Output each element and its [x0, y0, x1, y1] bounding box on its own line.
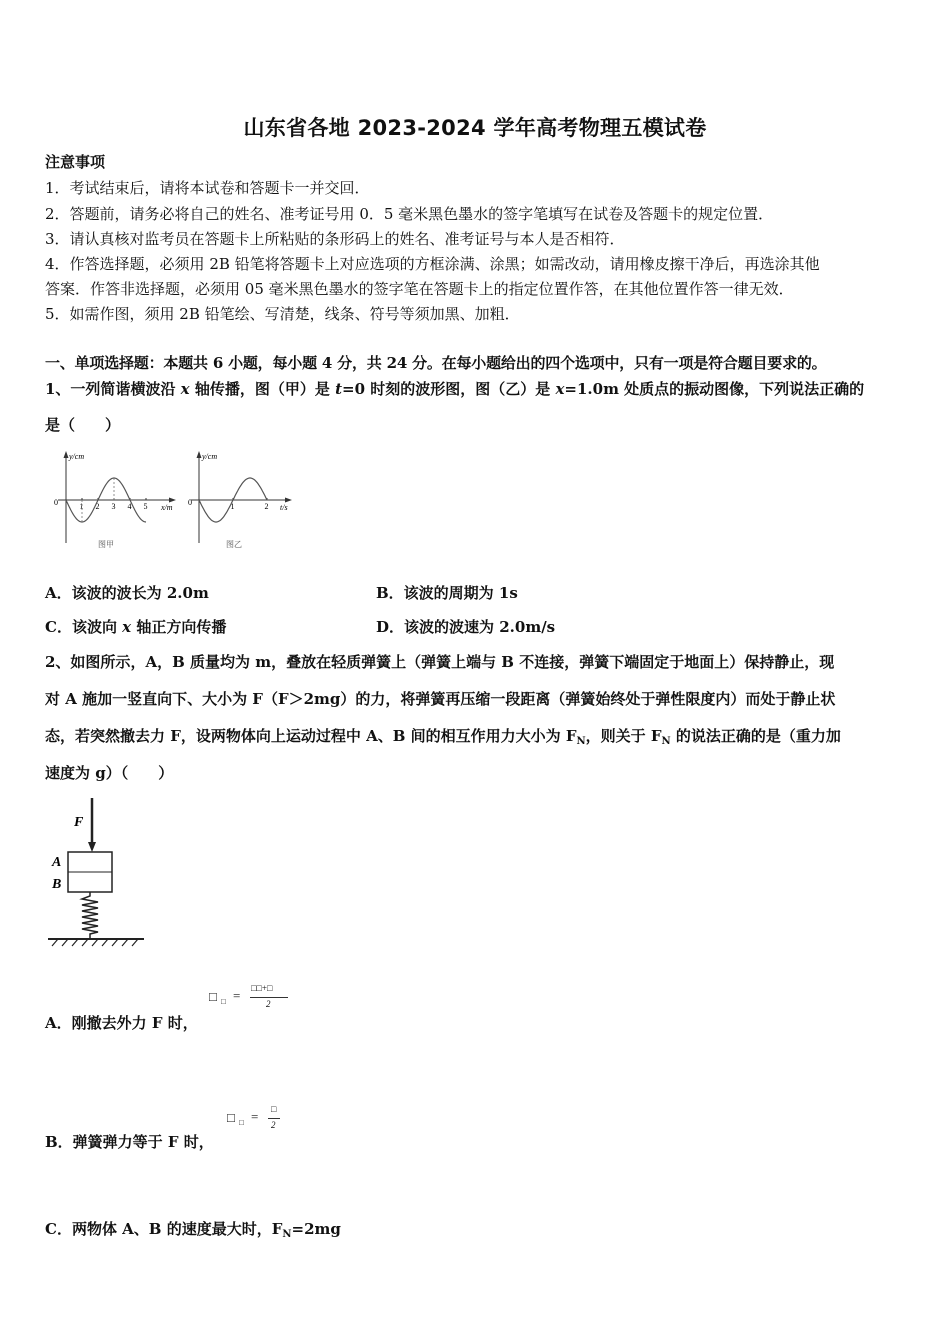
ground-hatch [52, 939, 138, 946]
jia-x-label: x/m [161, 503, 173, 512]
q1-option-a[interactable]: A．该波的波长为 2.0m [45, 584, 209, 602]
note-item-3: 3．请认真核对监考员在答题卡上所粘贴的条形码上的姓名、准考证号与本人是否相符． [45, 230, 625, 248]
section-heading: 一、单项选择题：本题共 6 小题，每小题 4 分，共 24 分。在每小题给出的四个选项中，只有一项是符合题目要求的。 [45, 354, 827, 372]
yi-y-label: y/cm [202, 452, 218, 461]
yi-tick-label: 2 [264, 502, 269, 511]
q2-stem-line3: 态，若突然撤去力 F，设两物体向上运动过程中 A、B 间的相互作用力大小为 $F_N$，则关于 $F_N$ 的说法正确的是（重力加 [45, 727, 841, 747]
jia-tick-label: 2 [95, 502, 100, 511]
jia-tick-label: 4 [127, 502, 132, 511]
yi-caption: 图乙 [226, 540, 242, 549]
yi-origin: 0 [188, 498, 192, 507]
q1-figure-jia [50, 447, 185, 555]
note-item-1: 1．考试结束后，请将本试卷和答题卡一并交回． [45, 179, 370, 197]
block-b-label: B [52, 877, 62, 892]
page-title: 山东省各地 2023-2024 学年高考物理五模试卷 [243, 116, 707, 140]
q1-stem-line1: 1、一列简谐横波沿 x 轴传播，图（甲）是 t=0 时刻的波形图，图（乙）是 x=1.0m 处质点的振动图像，下列说法正确的 [45, 380, 865, 398]
note-item-5: 5．如需作图，须用 2B 铅笔绘、写清楚，线条、符号等须加黑、加粗． [45, 305, 520, 323]
block-a-label: A [52, 855, 62, 870]
yi-tick-label: 1 [230, 502, 235, 511]
q2-stem-line4: 速度为 g）（ ） [45, 764, 174, 782]
notes-heading: 注意事项 [45, 153, 106, 171]
jia-y-label: y/cm [69, 452, 85, 461]
q2-stem-line2: 对 A 施加一竖直向下、大小为 F（F＞2mg）的力，将弹簧再压缩一段距离（弹簧始终处于弹性限度内）而处于静止状 [45, 690, 836, 708]
q1-stem-line2: 是（ ） [45, 416, 121, 434]
q1-figure-yi [186, 447, 296, 555]
spring [82, 892, 98, 938]
q1-option-d[interactable]: D．该波的波速为 2.0m/s [376, 618, 556, 636]
jia-origin: 0 [54, 498, 58, 507]
note-item-4-cont: 答案．作答非选择题，必须用 05 毫米黑色墨水的签字笔在答题卡上的指定位置作答，在其他位置作答一律无效． [45, 280, 794, 298]
force-label: F [74, 815, 84, 830]
q2-option-a-formula: □ □ = □□+□ 2 [209, 983, 299, 1017]
jia-tick-label: 5 [143, 502, 148, 511]
jia-tick-label: 1 [79, 502, 84, 511]
q2-option-c[interactable]: C．两物体 A、B 的速度最大时，$F_N=2mg$ [45, 1220, 341, 1240]
note-item-2: 2．答题前，请务必将自己的姓名、准考证号用 0．5 毫米黑色墨水的签字笔填写在试卷及答题卡的规定位置． [45, 205, 774, 223]
jia-tick-label: 3 [111, 502, 116, 511]
q2-option-b-formula: □ □ = □ 2 [227, 1104, 287, 1138]
q2-figure-spring [46, 796, 150, 952]
q2-option-a[interactable]: A．刚撤去外力 F 时， [45, 1014, 198, 1032]
q1-option-b[interactable]: B．该波的周期为 1s [376, 584, 518, 602]
q1-option-c[interactable]: C．该波向 x 轴正方向传播 [45, 618, 227, 636]
q2-option-b[interactable]: B．弹簧弹力等于 F 时， [45, 1133, 214, 1151]
jia-caption: 图甲 [98, 540, 114, 549]
yi-x-label: t/s [280, 503, 288, 512]
q2-stem-line1: 2、如图所示，A，B 质量均为 m，叠放在轻质弹簧上（弹簧上端与 B 不连接，弹簧下端固定于地面上）保持静止，现 [45, 653, 835, 671]
note-item-4: 4．作答选择题，必须用 2B 铅笔将答题卡上对应选项的方框涂满、涂黑；如需改动，请用橡皮擦干净后，再选涂其他 [45, 255, 820, 273]
